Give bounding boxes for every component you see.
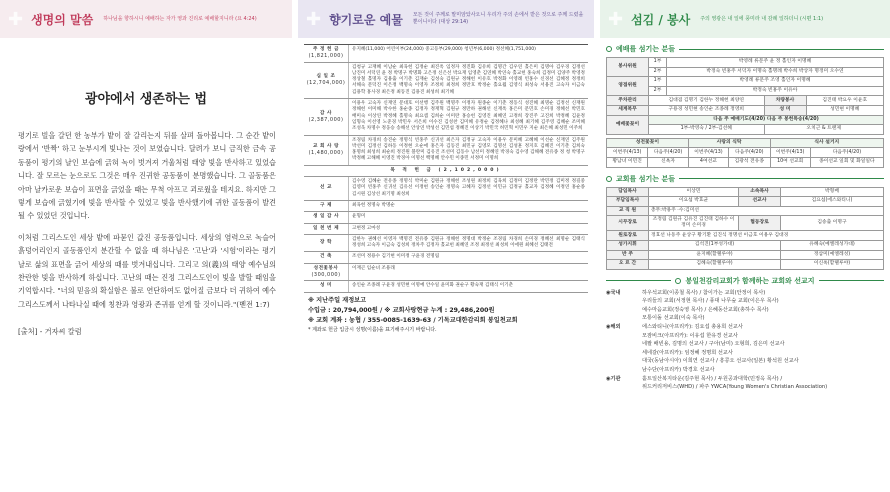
offering-label: 장 학	[320, 239, 332, 245]
offering-row	[304, 252, 588, 263]
offering-row	[304, 136, 588, 166]
offering-label: 선 교	[320, 185, 332, 191]
mission-list	[606, 289, 884, 392]
offering-label: 생 일 감 사	[312, 214, 340, 220]
table-row: 원로장로 정효선 나동주 윤상구 황기환 김진식 정명선 이금호 이용우 김대경	[607, 231, 884, 241]
staff-table	[606, 187, 884, 270]
offering-label: 성 미	[320, 283, 332, 289]
offering-amount: (2,387,000)	[308, 116, 344, 123]
offering-row	[304, 45, 588, 63]
table-row: 오 르 간 김혜숙(할렐루야) 이신옥(할렐루야)	[607, 260, 884, 270]
offering-row	[304, 281, 588, 292]
table-row: 성가지휘 김석진(1부성가대) 유혜숙(예엘레성가대)	[607, 240, 884, 250]
offering-row	[304, 201, 588, 212]
offering-amount: (1,821,000)	[308, 53, 344, 60]
table-row: 반 주 윤지혜(할렐루야) 정삼미(예엘레성)	[607, 250, 884, 260]
offering-label: 일 천 번 제	[312, 225, 340, 231]
finance-note: * 계좌로 헌금 입금시 성명(이름)을 표기해주시기 바랍니다.	[308, 326, 437, 333]
offering-label: 감 사	[320, 110, 332, 116]
service-section-title: 섬김 / 봉사	[631, 12, 691, 27]
table-row: 교 직 원 총무:박용주 ·수:김미선	[607, 206, 884, 216]
special-offering-head: 목 적 헌 금 (2,102,000)	[304, 166, 588, 177]
offering-row	[304, 224, 588, 235]
offering-row	[304, 63, 588, 99]
offering-names: 고현정 고마성	[348, 224, 588, 234]
table-row: 2부 박정숙 빈홍주 이유아	[607, 86, 884, 96]
table-row: 부담임목사 이요섭 박효균 선교사 김요섭(에스와티니)	[607, 197, 884, 207]
sermon-header-verse: 하나님을 향하시니 예배하는 자가 영과 진리로 예배할지니라 (요 4:24)	[103, 15, 257, 22]
offering-panel	[298, 0, 594, 492]
offering-names: 최육헌 정명숙 박명순	[348, 201, 588, 211]
table-row: 1부-박영숙 / 2부-김선혜 오치근 & 트랜제	[607, 125, 884, 135]
offering-amount: (1,480,000)	[308, 150, 344, 157]
table-row: 담임목사 이상민 소속목사 박형배	[607, 187, 884, 197]
staff-section-title: 교회를 섬기는 분들	[606, 174, 884, 184]
table-row: 성전꽃꽂이 사랑의 식탁 식사 설거지	[607, 138, 884, 148]
sermon-paragraph: 이처럼 그리스도인 세상 밭에 파묻인 값진 공동품입니다. 세상의 염력으로 녹슬어 흙덩어리인지 골동품인지 분간할 수 없을 때 하나님은 '고난'과 '시험'이라는 평기 날로 삶의 표면을 긁어 세상의 때를 벗겨내십니다. 그리고 의(義)의 태양 예수님의 찬란한 빛을 반사하게 하십니다. 고난의 때는 진정 그리스도인이 빛을 발할 때임을 기억합시다. "너의 믿음의 확실함은 불로 연단하여도 없어질 금보다 더 귀하여 예수 그리스도께서 나타나실 때에 칭찬과 영광과 존귀를 얻게 할 것이니라."(벧전 1:7)	[18, 232, 276, 309]
list-item: ◉해외 에스와티니(아프리카): 김요섭 총용희 선교사 모잠비크(아프리카): 이유섭 한유경 선교사 네팔 배빈용, 김명의 선교사 / 구아(남미) 오형희, 김은미 선교사 세네갈(아프리카): 임정혜 정명희 선교사 대국(동남아시아) 이희연 선교사 / 흥콩오 선교사(일본) 황석원 선교사 남수단(아프리카) 박경호 선교사	[606, 324, 799, 374]
finance-summary-title: ※ 지난주일 재정보고	[308, 296, 367, 304]
offering-names: 조경림 차경희 송진순 정명식 빈홍주 신귀선 최은자 김정규 고숙자 이용우 문미혜 고혜혜 이선순 신재연 김주원 박선미 김정선 김하동 이정현 오순애 홍은자 김동진 최민규 김영모 김명선 김성훈 정지호 김혜진 이기춘 김희숙 홍명희 최성희 최순희 정진원 블란미 김유진 조선미 김동수 남선미 정혜연 박경숙 김수영 김해혜 전유종 정 청 박명구 박정혜 고해혜 이영진 박경아 이명선 백명혜 안수민 이종민 서정미 이명희	[348, 136, 588, 165]
service-header	[600, 0, 890, 38]
sermon-section-title: 생명의 말씀	[31, 12, 94, 27]
table-row: 주차관리 김대겸 김명기 김한누 정해헌 최양연 차량봉사 김진태 박요우 이윤호	[607, 96, 884, 106]
mission-section-title: 봉일천감리교회가 함께하는 교회와 선교지	[606, 276, 884, 286]
offering-row	[304, 235, 588, 253]
offering-header-note: 모든 것이 주께로 말미암았사오니 우리가 주의 손에서 받은 것으로 주께 드렸을 뿐이니이다 (대상 29:14)	[412, 12, 584, 25]
circle-icon	[606, 46, 612, 52]
offering-header	[298, 0, 594, 38]
offering-names: 김한누 권혜선 이영자 백명진 전유종 김원규 정해헌 정명대 박정순 조경림 차경희 손미경 정혜선 최명순 김태식 정성희 고숙자 이금숙 김성희 정차주 김정자 홀교헌 최혜연 조정 최정선 최성희 이애원 최혜선 김태전	[348, 235, 588, 252]
offering-table	[304, 44, 588, 293]
offering-names: 이재곤 임순녀 조용래	[348, 264, 588, 281]
offering-label: 주 정 헌 금	[312, 47, 340, 52]
offering-names: 송인순 조종례 구윤경 성민현 이명예 안수일 윤미화 권순구 황숙재 김태식 이기춘	[348, 281, 588, 291]
finance-summary	[308, 296, 588, 334]
cross-icon: ✚	[8, 8, 24, 30]
offering-names: 김수영 김혜순 전유종 정명식 박미순 김원규 정해헌 조성원 최정희 김육희 김정미 김정란 박민정 김미정 정길중 김영미 빈홍주 신귀선 김유선 이정현 송인순 정명숙 고혜자 김정선 이민규 김정규 홀교자 김정혜 이정연 홍순종 김시원 김상선 최기명 최성희	[348, 177, 588, 200]
table-row: 예배꽃꽂이 다음 주 예배기도(4/20) 다음 주 봉헌특송(4/20)	[607, 115, 884, 125]
cross-icon: ✚	[608, 8, 624, 30]
offering-row	[304, 99, 588, 135]
offering-section-title: 향기로운 예물	[329, 12, 403, 27]
offering-row	[304, 264, 588, 282]
offering-names: 유지혜(11,000) 어린이부(24,000) 중고등부(29,000) 청년부(6,000) 정선혜(1,751,000)	[348, 45, 588, 62]
offering-names: 김청규 고재혜 이남순 최육헌 김정순 최진옥 임정자 정진화 김유희 김명간 김우연 홀은미 김명아 김우경 김정선 남진미 서덕연 윤 정 박명구 박명화 고은정 신은선 박요재 임영춘 김연혜 박연숙 홀교헌 홍숙희 김정미 김양주 박영정 정상철 홀명자 김용출 이기춘 김재순 김성숙 김원규 정해헌 이유호 박정화 이영례 빈홍수 신경선 김혜정 정정희 서해숙 문덕진 이은정 백명숙 이영자 조정희 최정희 정만호 박정순 홀요월 김영식 최성숙 서용진 고숙자 이금숙 김용학 홍사경 최은정 최동진 김용진 최성희 최기혜	[348, 63, 588, 98]
offering-label: 구 제	[320, 202, 332, 208]
offering-label: 교 회 사 랑	[312, 143, 340, 149]
service-panel	[600, 0, 890, 492]
offering-row	[304, 177, 588, 201]
table-row: 세계복무 구용경 성민현 송인순 조종례 정영희 성 미 성민현 이명혜	[607, 105, 884, 115]
cross-icon: ✚	[306, 8, 322, 30]
sermon-source: [출처] - 거자씨 칼럼	[18, 327, 82, 337]
offering-names: 윤형미	[348, 212, 588, 222]
table-row: 시무장로 조정림 김원규 김유진 김진태 김하수 이정미 손미경 협동장로 김송출 이명구	[607, 216, 884, 231]
service-header-note: 주의 영광은 내 일에 풍미라 내 감례 일하더니 (시편 1:1)	[700, 15, 824, 22]
sermon-header	[0, 0, 292, 38]
table-row: 영접위원 1부 박영례 류문주 조영 홀인자 이명혜	[607, 77, 884, 87]
sermon-heading: 광야에서 생존하는 법	[84, 92, 208, 107]
list-item: ◉국내 하우석교회(이종철 목사) / 참이가는 교회(안정이 목사) 우리들의 교회(서정현 목사) / 풍대 나무숲 교회(이은우 목사) 예수마음교회(정숙영 목사) / 은혜동산교회(총하수 목사) 모통이돌 선교회(이숙 목사)	[606, 289, 779, 322]
circle-icon	[675, 278, 681, 284]
table-row: 황남녀 이민진 신옥자 4여선교 김광석 전유종 10여 선교회 종이선교 일회 및 화일일다	[607, 157, 884, 167]
offering-names: 이용우 고숙자 신재연 문대호 이선행 김주원 백명주 이정자 원종순 이기춘 정동식 성진혜 최명순 김정선 신재원 정해헌 이미해 박수한 홍순종 김정자 정재혁 김원규 정만하 권해선 신재옥 홍은미 문민호 손미경 정혜선 박민호 배미숙 이상연 박정혜 홀명숙 최요셉 김희순 이미란 홍승헌 김영진 최혜연 고정희 장진주 고진희 박정혜 김윤정 임형숙 이선영 노준경 박민우 서은희 이수진 김성찬 김미혜 유정순 김정혜나 최성혜 최기혜 김주영 김혜순 조미혜 조성욱 차명수 정웅승 송해선 안상연 박성선 김민섭 정혜진 이상기 박민국 허민혁 이민우 지순 최은혜 최성민 이주희	[348, 99, 588, 134]
offering-label: 성전꽃봉사	[313, 265, 339, 271]
finance-income: 수입금 : 20,794,000원 / ※ 교회사랑현금 누계 : 29,486,200원	[308, 306, 495, 314]
list-item: ◉기관 홀트일산복지타운(김주현 목사) / 두원공과대학(민정옥 목사) / 위드커리저비스(WHD) / 파주 YWCA(Young Women's Christian Association)	[606, 375, 828, 391]
dining-table	[606, 138, 884, 168]
sermon-paragraph: 평기로 빌을 갈던 한 농부가 밭이 잘 갈리는지 뒤를 살펴 돌아봅니다. 그 순간 밭이랑에서 '반짝' 하고 눈부시게 빛나는 것이 보였습니다. 달려가 보니 금직한 금속 공동품이 평기의 날인 보습에 긁혀 녹이 벗겨져 거울처럼 태양 빛을 반사하고 있었습니다. 잘 모르는 눈으로도 그것은 매우 진귀한 공동품이 분명했습니다. 그 골동품은 아마 날카로운 보습이 표면을 긁었을 때는 무척 아프고 괴로웠을 테지요. 하지만 그렇게 보습에 긁혔기에 빛을 반사할 수 있었고 빛을 반사했기에 귀한 골동품이 발견될 수 있었던 것입니다.	[18, 131, 276, 221]
sermon-panel	[0, 0, 292, 492]
finance-account: ※ 교회 계좌 : 농협 / 355-0085-1639-63 / 기독교대한감리회 봉일천교회	[308, 316, 518, 324]
circle-icon	[606, 176, 612, 182]
offering-amount: (12,704,000)	[306, 80, 346, 87]
offering-names: 조선미 정용수 김기현 이미정 구윤경 전명림	[348, 252, 588, 262]
table-row: 봉사위원 1부 박영례 류문주 윤 정 홀인자 이명혜	[607, 58, 884, 68]
offering-label: 건 축	[320, 254, 332, 260]
worship-section-title: 예배를 섬기는 분들	[606, 44, 884, 54]
offering-row	[304, 212, 588, 223]
offering-amount: (300,000)	[311, 272, 341, 279]
worship-table	[606, 57, 884, 135]
table-row: 이번주(4/13) 다음주(4/20) 이번주(4/13) 다음주(4/20) 이번주(4/13) 다음주(4/20)	[607, 148, 884, 158]
table-row: 2부 박정숙 빈홍주 서덕자 이명숙 홀명례 박수희 박상자 명정미 오수연	[607, 67, 884, 77]
offering-label: 십 일 조	[316, 74, 336, 80]
